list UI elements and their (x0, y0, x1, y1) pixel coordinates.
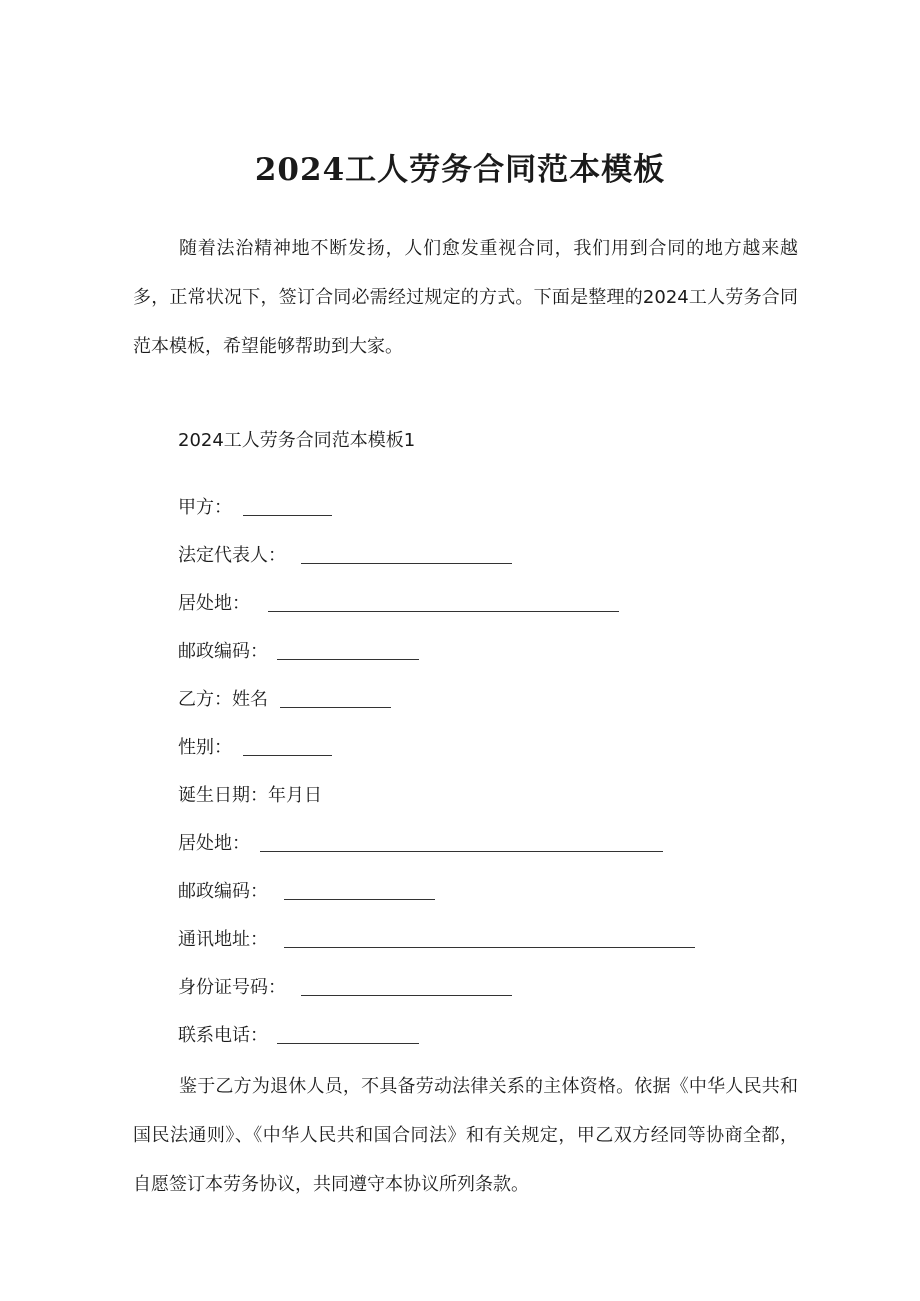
fill-in-blank (277, 1043, 419, 1044)
fill-in-blank (243, 755, 332, 756)
id-number-field (178, 973, 286, 1003)
party-a-postal-code-field (178, 637, 268, 667)
field-label: 乙方：姓名 (178, 689, 268, 710)
party-b-postal-code-field (178, 877, 268, 907)
field-label: 居处地： (178, 593, 250, 614)
field-label: 邮政编码： (178, 641, 268, 662)
field-label: 居处地： (178, 833, 250, 854)
document-title: 2024工人劳务合同范本模板 (254, 152, 666, 188)
party-a-field (178, 493, 232, 523)
legal-representative-field (178, 541, 286, 571)
fill-in-blank (284, 947, 695, 948)
gender-field (178, 733, 232, 763)
mailing-address-field (178, 925, 268, 955)
birth-date-field (178, 781, 322, 811)
section-subtitle: 2024工人劳务合同范本模板1 (178, 430, 416, 451)
fill-in-blank (301, 563, 512, 564)
fill-in-blank (280, 707, 391, 708)
fill-in-blank (277, 659, 419, 660)
field-label: 法定代表人： (178, 545, 286, 566)
fill-in-blank (284, 899, 435, 900)
fill-in-blank (268, 611, 619, 612)
party-a-address-field (178, 589, 250, 619)
fill-in-blank (301, 995, 512, 996)
closing-paragraph: 鉴于乙方为退休人员，不具备劳动法律关系的主体资格。依据《中华人民共和国民法通则》、《中华人民共和国合同法》和有关规定，甲乙双方经同等协商全都，自愿签订本劳务协议，共同遵守本协议所列条款。 (133, 1076, 798, 1195)
field-label: 邮政编码： (178, 881, 268, 902)
field-label: 身份证号码： (178, 977, 286, 998)
field-label: 通讯地址： (178, 929, 268, 950)
field-label: 性别： (178, 737, 232, 758)
field-label: 联系电话： (178, 1025, 268, 1046)
fill-in-blank (260, 851, 663, 852)
field-label: 甲方： (178, 497, 232, 518)
field-label: 诞生日期：年月日 (178, 785, 322, 806)
phone-field (178, 1021, 268, 1051)
party-b-name-field (178, 685, 268, 715)
fill-in-blank (243, 515, 332, 516)
intro-paragraph: 随着法治精神地不断发扬，人们愈发重视合同，我们用到合同的地方越来越多，正常状况下，签订合同必需经过规定的方式。下面是整理的2024工人劳务合同范本模板，希望能够帮助到大家。 (133, 238, 798, 357)
party-b-address-field (178, 829, 250, 859)
